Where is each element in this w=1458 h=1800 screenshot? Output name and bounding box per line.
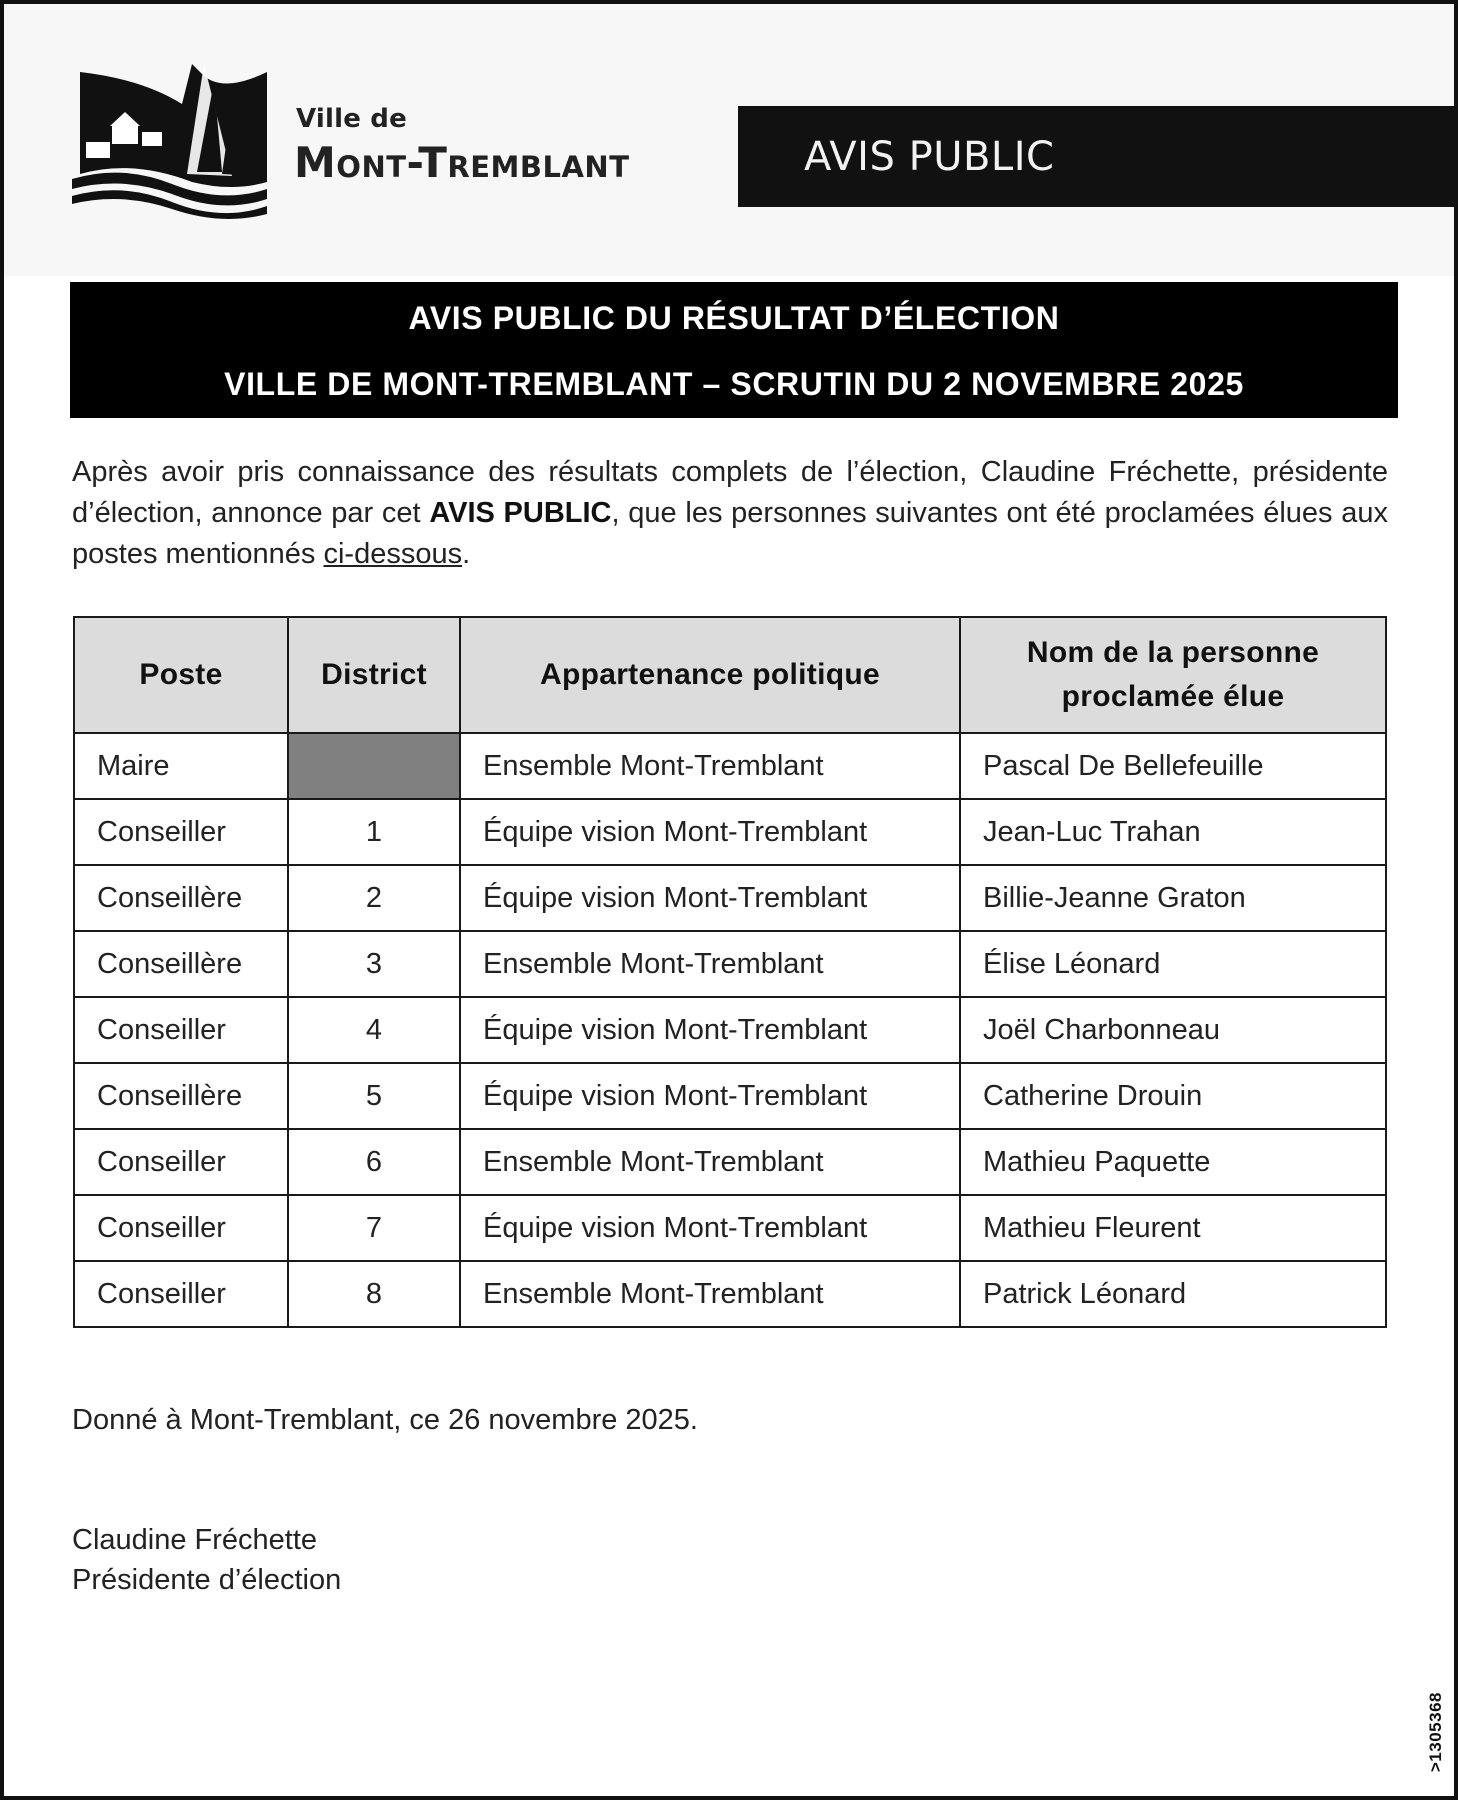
- city-logo-icon: [72, 64, 267, 219]
- cell-nom: Pascal De Bellefeuille: [960, 733, 1386, 799]
- cell-poste: Conseillère: [74, 931, 288, 997]
- table-row: [74, 799, 1386, 865]
- intro-bold: AVIS PUBLIC: [429, 497, 612, 529]
- notice-subtitle: VILLE DE MONT-TREMBLANT – SCRUTIN DU 2 NOVEMBRE 2025: [224, 366, 1244, 402]
- cell-poste: Conseillère: [74, 1063, 288, 1129]
- cell-poste: Conseillère: [74, 865, 288, 931]
- intro-paragraph: [72, 452, 1388, 575]
- table-row: [74, 1129, 1386, 1195]
- header-nom-line2: proclamée élue: [1061, 680, 1285, 713]
- cell-poste: Maire: [74, 733, 288, 799]
- cell-district: 3: [288, 931, 460, 997]
- results-table: [73, 616, 1387, 1328]
- cell-parti: Équipe vision Mont-Tremblant: [460, 799, 960, 865]
- cell-nom: Mathieu Paquette: [960, 1129, 1386, 1195]
- notice-title-box: [70, 282, 1398, 418]
- signer-title: Présidente d’élection: [72, 1564, 342, 1596]
- intro-text-3: .: [462, 538, 471, 570]
- cell-parti: Équipe vision Mont-Tremblant: [460, 865, 960, 931]
- intro-underlined: ci-dessous: [323, 538, 463, 570]
- cell-parti: Équipe vision Mont-Tremblant: [460, 997, 960, 1063]
- cell-district-empty: [288, 733, 460, 799]
- cell-nom: Élise Léonard: [960, 931, 1386, 997]
- cell-poste: Conseiller: [74, 1261, 288, 1327]
- cell-nom: Catherine Drouin: [960, 1063, 1386, 1129]
- cell-nom: Jean-Luc Trahan: [960, 799, 1386, 865]
- city-name: Mont-Tremblant: [294, 138, 630, 187]
- cell-district: 1: [288, 799, 460, 865]
- cell-parti: Ensemble Mont-Tremblant: [460, 931, 960, 997]
- cell-parti: Équipe vision Mont-Tremblant: [460, 1063, 960, 1129]
- table-row: [74, 733, 1386, 799]
- cell-nom: Billie-Jeanne Graton: [960, 865, 1386, 931]
- cell-parti: Équipe vision Mont-Tremblant: [460, 1195, 960, 1261]
- cell-district: 8: [288, 1261, 460, 1327]
- cell-poste: Conseiller: [74, 1195, 288, 1261]
- cell-poste: Conseiller: [74, 1129, 288, 1195]
- table-row: [74, 1195, 1386, 1261]
- header-poste: Poste: [74, 617, 288, 733]
- given-date-line: Donné à Mont-Tremblant, ce 26 novembre 2025.: [72, 1404, 698, 1436]
- cell-parti: Ensemble Mont-Tremblant: [460, 1129, 960, 1195]
- table-row: [74, 865, 1386, 931]
- notice-title: AVIS PUBLIC DU RÉSULTAT D’ÉLECTION: [408, 300, 1060, 336]
- header-appartenance: Appartenance politique: [460, 617, 960, 733]
- header-nom: [960, 617, 1386, 733]
- cell-district: 7: [288, 1195, 460, 1261]
- cell-poste: Conseiller: [74, 997, 288, 1063]
- cell-parti: Ensemble Mont-Tremblant: [460, 1261, 960, 1327]
- cell-parti: Ensemble Mont-Tremblant: [460, 733, 960, 799]
- table-row: [74, 1063, 1386, 1129]
- avis-public-banner: [738, 106, 1454, 207]
- cell-poste: Conseiller: [74, 799, 288, 865]
- avis-public-label: AVIS PUBLIC: [804, 133, 1055, 180]
- cell-district: 6: [288, 1129, 460, 1195]
- cell-district: 2: [288, 865, 460, 931]
- intro-text-1: Après avoir pris connaissance des résultats complets de l’élection, Claudine Fréchette, présidente d’élection, annonce par cet: [72, 456, 1388, 529]
- reference-number: >1305368: [1426, 1691, 1445, 1772]
- table-row: [74, 931, 1386, 997]
- header-nom-line1: Nom de la personne: [1026, 636, 1320, 669]
- intro-text-2: , que les personnes suivantes ont été proclamées élues aux postes mentionnés: [72, 497, 1388, 570]
- cell-nom: Patrick Léonard: [960, 1261, 1386, 1327]
- cell-district: 5: [288, 1063, 460, 1129]
- table-row: [74, 997, 1386, 1063]
- cell-nom: Mathieu Fleurent: [960, 1195, 1386, 1261]
- notice-header: [4, 4, 1454, 276]
- signature-block: [72, 1520, 341, 1600]
- cell-nom: Joël Charbonneau: [960, 997, 1386, 1063]
- ville-de-label: Ville de: [296, 104, 407, 134]
- cell-district: 4: [288, 997, 460, 1063]
- table-row: [74, 1261, 1386, 1327]
- signer-name: Claudine Fréchette: [72, 1524, 318, 1556]
- header-district: District: [288, 617, 460, 733]
- table-header-row: [74, 617, 1386, 733]
